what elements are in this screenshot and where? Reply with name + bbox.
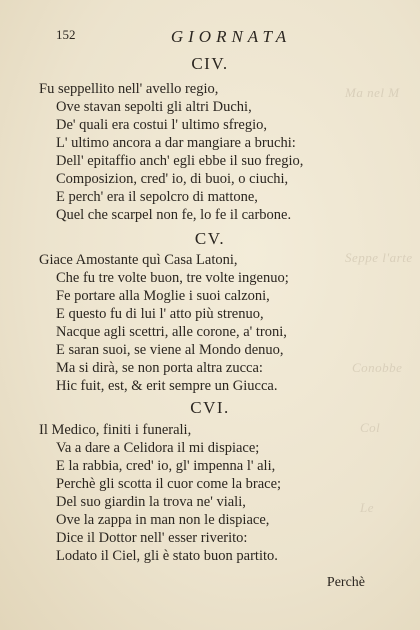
bleed-through-text: Conobbe — [352, 360, 403, 375]
catchword: Perchè — [326, 575, 365, 590]
verse-line: E perch' era il sepolcro di mattone, — [56, 189, 258, 205]
verse-line: Composizion, cred' io, di buoi, o ciuchi, — [56, 171, 289, 187]
verse-line: L' ultimo ancora a dar mangiare a bruchi: — [56, 135, 296, 151]
stanza-title: CIV. — [191, 54, 229, 73]
verse-line: Che fu tre volte buon, tre volte ingenuo; — [56, 270, 289, 286]
verse-line: Nacque agli scettri, alle corone, a' troni, — [56, 324, 287, 340]
verse-line: Lodato il Ciel, gli è stato buon partito. — [56, 548, 278, 564]
verse-line: E saran suoi, se viene al Mondo denuo, — [56, 342, 284, 358]
running-head: GIORNATA — [170, 27, 292, 46]
verse-line: Ove la zappa in man non le dispiace, — [56, 512, 270, 528]
verse-line: Ma si dirà, se non porta altra zucca: — [56, 360, 263, 376]
verse-line: De' quali era costui l' ultimo sfregio, — [56, 117, 267, 133]
bleed-through-text: Col — [360, 420, 381, 435]
verse-line: Dell' epitaffio anch' egli ebbe il suo fregio, — [56, 153, 304, 169]
verse-line: Quel che scarpel non fe, lo fe il carbone. — [56, 207, 292, 223]
verse-line: Hic fuit, est, & erit sempre un Giucca. — [56, 378, 278, 394]
verse-line: Fe portare alla Moglie i suoi calzoni, — [56, 288, 270, 304]
verse-line: Del suo giardin la trova ne' viali, — [56, 494, 246, 510]
page-header — [56, 27, 376, 47]
stanza-title: CVI. — [190, 398, 230, 417]
verse-line: E la rabbia, cred' io, gl' impenna l' ali, — [56, 458, 276, 474]
verse-line: Giace Amostante quì Casa Latoni, — [39, 252, 238, 268]
verse-line: Perchè gli scotta il cuor come la brace; — [56, 476, 282, 492]
bleed-through-text: Seppe l'arte — [345, 250, 413, 265]
verse-line: Dice il Dottor nell' esser riverito: — [56, 530, 248, 546]
verse-line: Fu seppellito nell' avello regio, — [39, 81, 219, 97]
verse-line: Va a dare a Celidora il mi dispiace; — [56, 440, 260, 456]
page-number: 152 — [56, 27, 76, 42]
stanza-title: CV. — [194, 229, 226, 248]
verse-line: E questo fu di lui l' atto più strenuo, — [56, 306, 264, 322]
verse-line: Ove stavan sepolti gli altri Duchi, — [56, 99, 252, 115]
bleed-through-text: Ma nel M — [345, 85, 400, 100]
verse-line: Il Medico, finiti i funerali, — [39, 422, 192, 438]
bleed-through-text: Le — [360, 500, 374, 515]
